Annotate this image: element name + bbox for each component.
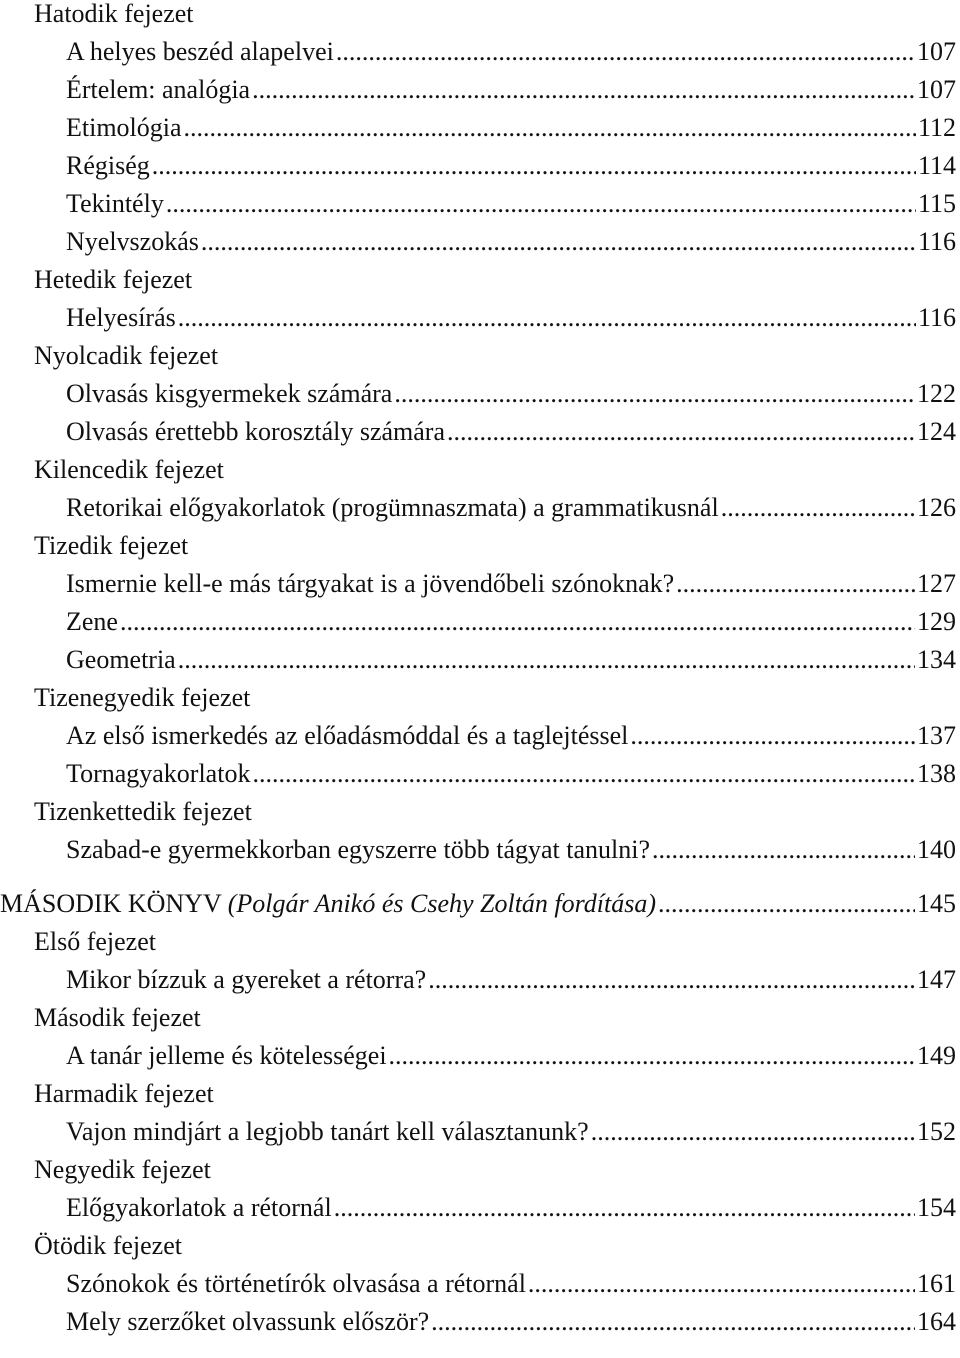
toc-subtitle: (Polgár Anikó és Csehy Zoltán fordítása) xyxy=(227,889,657,918)
toc-title-text: Tekintély xyxy=(66,189,164,218)
dot-leader xyxy=(252,755,915,793)
toc-title-text: Vajon mindjárt a legjobb tanárt kell választanunk? xyxy=(66,1117,589,1146)
toc-title-text: MÁSODIK KÖNYV xyxy=(0,889,222,918)
toc-title xyxy=(34,999,201,1037)
toc-entry xyxy=(0,1037,956,1075)
toc-page-number: 107 xyxy=(917,75,956,104)
toc-title-text: Nyelvszokás xyxy=(66,227,199,256)
toc-entry xyxy=(0,109,956,147)
dot-leader xyxy=(152,147,916,185)
toc-title xyxy=(66,185,164,223)
toc-page-number: 116 xyxy=(917,303,956,332)
toc-chapter-heading xyxy=(0,261,956,299)
toc-title-text: Retorikai előgyakorlatok (progümnaszmata) a grammatikusnál xyxy=(66,493,719,522)
toc-page-number: 152 xyxy=(917,1117,956,1146)
toc-page-number: 138 xyxy=(917,759,956,788)
toc-title-text: Hetedik fejezet xyxy=(34,265,193,294)
dot-leader xyxy=(431,1303,915,1341)
dot-leader xyxy=(166,185,916,223)
toc-title xyxy=(34,261,192,299)
toc-entry xyxy=(0,299,956,337)
toc-title-text: Olvasás kisgyermekek számára xyxy=(66,379,393,408)
toc-title-text: Etimológia xyxy=(66,113,182,142)
toc-entry xyxy=(0,223,956,261)
dot-leader xyxy=(676,565,915,603)
toc-entry xyxy=(0,1113,956,1151)
toc-title xyxy=(34,0,194,33)
toc-entry xyxy=(0,565,956,603)
toc-entry xyxy=(0,1189,956,1227)
toc-title xyxy=(66,33,334,71)
toc-title xyxy=(34,679,250,717)
toc-entry xyxy=(0,755,956,793)
dot-leader xyxy=(447,413,915,451)
toc-title-text: Helyesírás xyxy=(66,303,176,332)
toc-title xyxy=(66,961,426,999)
dot-leader xyxy=(658,885,915,923)
toc-title-text: Zene xyxy=(66,607,118,636)
dot-leader xyxy=(334,1189,915,1227)
toc-chapter-heading xyxy=(0,679,956,717)
toc-title-text: Szabad-e gyermekkorban egyszerre több tágyat tanulni? xyxy=(66,835,651,864)
toc-title-text: Ötödik fejezet xyxy=(34,1231,182,1260)
dot-leader xyxy=(428,961,915,999)
toc-title xyxy=(66,413,445,451)
toc-page-number: 126 xyxy=(917,493,956,522)
toc-page-number: 129 xyxy=(917,607,956,636)
toc-title xyxy=(66,223,199,261)
toc-title xyxy=(34,793,252,831)
dot-leader xyxy=(178,299,916,337)
toc-title-text: Szónokok és történetírók olvasása a rétornál xyxy=(66,1269,526,1298)
toc-title-text: Előgyakorlatok a rétornál xyxy=(66,1193,332,1222)
toc-entry xyxy=(0,413,956,451)
toc-title xyxy=(66,755,250,793)
toc-title-text: Tizedik fejezet xyxy=(34,531,189,560)
dot-leader xyxy=(394,375,915,413)
toc-page-number: 140 xyxy=(917,835,956,864)
toc-title-text: Tizenegyedik fejezet xyxy=(34,683,251,712)
toc-entry xyxy=(0,603,956,641)
dot-leader xyxy=(252,71,915,109)
toc-title xyxy=(66,565,674,603)
dot-leader xyxy=(630,717,915,755)
toc-page-number: 137 xyxy=(917,721,956,750)
toc-title-text: Második fejezet xyxy=(34,1003,201,1032)
toc-chapter-heading xyxy=(0,451,956,489)
toc-title xyxy=(34,923,156,961)
toc-title xyxy=(0,885,656,923)
toc-title-text: Az első ismerkedés az előadásmóddal és a taglejtéssel xyxy=(66,721,629,750)
toc-chapter-heading xyxy=(0,999,956,1037)
toc-title xyxy=(66,603,118,641)
toc-entry xyxy=(0,185,956,223)
toc-entry xyxy=(0,375,956,413)
toc-page-number: 154 xyxy=(917,1193,956,1222)
toc-title xyxy=(66,1113,589,1151)
toc-title xyxy=(66,641,176,679)
toc-chapter-heading xyxy=(0,0,956,33)
toc-entry xyxy=(0,489,956,527)
toc-title-text: Tizenkettedik fejezet xyxy=(34,797,252,826)
toc-title-text: Első fejezet xyxy=(34,927,156,956)
toc-title xyxy=(66,1037,387,1075)
toc-entry xyxy=(0,717,956,755)
toc-title xyxy=(34,527,188,565)
toc-entry xyxy=(0,71,956,109)
toc-page-number: 161 xyxy=(917,1269,956,1298)
toc-entry xyxy=(0,33,956,71)
toc-entry xyxy=(0,147,956,185)
toc-title-text: Olvasás érettebb korosztály számára xyxy=(66,417,446,446)
toc-page-number: 147 xyxy=(917,965,956,994)
toc-chapter-heading xyxy=(0,1075,956,1113)
toc-title-text: Hatodik fejezet xyxy=(34,0,194,28)
dot-leader xyxy=(721,489,915,527)
toc-title-text: Mely szerzőket olvassunk először? xyxy=(66,1307,430,1336)
toc-page-number: 149 xyxy=(917,1041,956,1070)
toc-title xyxy=(66,717,628,755)
toc-page-number: 114 xyxy=(917,151,956,180)
toc-title-text: Nyolcadik fejezet xyxy=(34,341,219,370)
toc-entry xyxy=(0,641,956,679)
toc-title-text: Tornagyakorlatok xyxy=(66,759,251,788)
toc-book-heading xyxy=(0,885,956,923)
dot-leader xyxy=(591,1113,915,1151)
dot-leader xyxy=(652,831,915,869)
dot-leader xyxy=(178,641,915,679)
toc-chapter-heading xyxy=(0,923,956,961)
toc-page-number: 164 xyxy=(917,1307,956,1336)
toc-title-text: A helyes beszéd alapelvei xyxy=(66,37,334,66)
dot-leader xyxy=(201,223,916,261)
toc-title xyxy=(34,1075,214,1113)
toc-chapter-heading xyxy=(0,1227,956,1265)
toc-title-text: Mikor bízzuk a gyereket a rétorra? xyxy=(66,965,427,994)
toc-title-text: Értelem: analógia xyxy=(66,75,251,104)
toc-chapter-heading xyxy=(0,527,956,565)
toc-title-text: Régiség xyxy=(66,151,150,180)
toc-title-text: Geometria xyxy=(66,645,176,674)
toc-page-number: 112 xyxy=(917,113,956,142)
toc-entry xyxy=(0,1303,956,1341)
toc-chapter-heading xyxy=(0,337,956,375)
toc-title xyxy=(34,337,218,375)
toc-title xyxy=(66,831,650,869)
dot-leader xyxy=(120,603,915,641)
toc-chapter-heading xyxy=(0,1151,956,1189)
toc-title xyxy=(66,375,392,413)
toc-entry xyxy=(0,1265,956,1303)
toc-page-number: 122 xyxy=(917,379,956,408)
toc-title xyxy=(34,1227,182,1265)
toc-page-number: 115 xyxy=(917,189,956,218)
toc-title-text: Harmadik fejezet xyxy=(34,1079,214,1108)
toc-page-number: 124 xyxy=(917,417,956,446)
toc-title xyxy=(66,1265,526,1303)
toc-chapter-heading xyxy=(0,793,956,831)
dot-leader xyxy=(184,109,916,147)
toc-title xyxy=(66,109,182,147)
toc-title-text: Ismernie kell-e más tárgyakat is a jövendőbeli szónoknak? xyxy=(66,569,675,598)
dot-leader xyxy=(336,33,915,71)
toc-title xyxy=(34,1151,211,1189)
toc-page-number: 127 xyxy=(917,569,956,598)
toc-page-number: 134 xyxy=(917,645,956,674)
toc-title xyxy=(66,71,250,109)
toc-entry xyxy=(0,831,956,869)
toc-page-number: 145 xyxy=(917,889,956,918)
toc-title-text: Kilencedik fejezet xyxy=(34,455,224,484)
toc-page-number: 107 xyxy=(917,37,956,66)
toc-entry xyxy=(0,961,956,999)
dot-leader xyxy=(528,1265,915,1303)
toc-title xyxy=(66,489,719,527)
toc-page-number: 116 xyxy=(917,227,956,256)
toc-title-text: Negyedik fejezet xyxy=(34,1155,211,1184)
toc-title xyxy=(66,299,176,337)
toc-title-text: A tanár jelleme és kötelességei xyxy=(66,1041,387,1070)
toc-title xyxy=(66,1189,332,1227)
toc-title xyxy=(34,451,224,489)
toc-title xyxy=(66,1303,429,1341)
dot-leader xyxy=(389,1037,915,1075)
toc-title xyxy=(66,147,150,185)
